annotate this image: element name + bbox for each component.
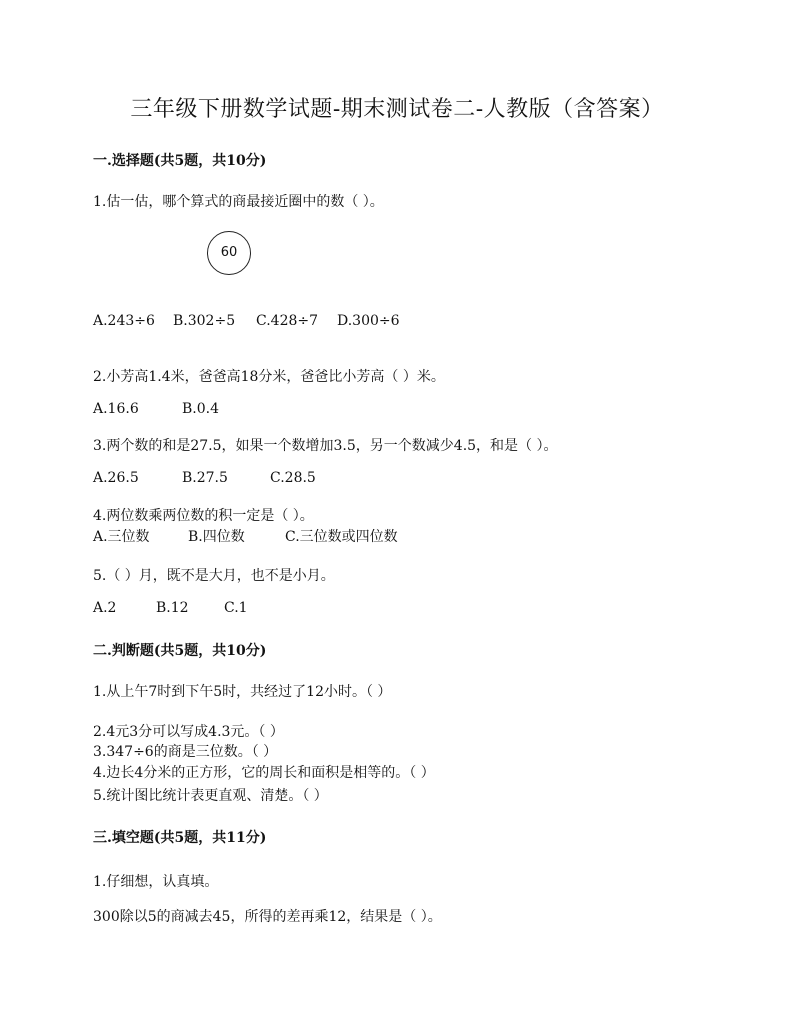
option-b: B.0.4 <box>182 401 220 417</box>
page-title: 三年级下册数学试题-期末测试卷二-人教版（含答案） <box>130 97 664 122</box>
question-3-options <box>93 470 316 486</box>
option-c: C.三位数或四位数 <box>285 529 398 545</box>
option-a: A.243÷6 <box>93 313 155 329</box>
question-3-text: 3.两个数的和是27.5，如果一个数增加3.5，另一个数减少4.5，和是（ ）。 <box>93 438 558 454</box>
option-b: B.12 <box>156 600 189 616</box>
option-a: A.2 <box>93 600 117 616</box>
option-b: B.四位数 <box>188 529 245 545</box>
question-4-text: 4.两位数乘两位数的积一定是（ ）。 <box>93 508 314 524</box>
question-1-options <box>93 313 400 329</box>
section-heading-choice: 一.选择题(共5题，共10分) <box>93 153 267 169</box>
judgement-item-5: 5.统计图比统计表更直观、清楚。（ ） <box>93 788 328 804</box>
section-heading-fill: 三.填空题(共5题，共11分) <box>93 830 267 846</box>
option-c: C.428÷7 <box>256 313 319 329</box>
option-b: B.302÷5 <box>173 313 236 329</box>
judgement-item-3: 3.347÷6的商是三位数。（ ） <box>93 744 278 760</box>
option-a: A.三位数 <box>93 529 150 545</box>
option-a: A.16.6 <box>93 401 139 417</box>
judgement-item-1: 1.从上午7时到下午5时，共经过了12小时。（ ） <box>93 684 392 700</box>
question-2-options <box>93 401 219 417</box>
fill-question-1-sub: 300除以5的商减去45，所得的差再乘12，结果是（ ）。 <box>93 909 442 925</box>
question-1-text: 1.估一估，哪个算式的商最接近圈中的数（ ）。 <box>93 194 384 210</box>
question-4-options <box>93 526 398 546</box>
question-5-options <box>93 600 248 616</box>
option-c: C.1 <box>224 600 248 616</box>
option-a: A.26.5 <box>93 470 139 486</box>
question-5-text: 5.（ ）月，既不是大月，也不是小月。 <box>93 568 335 584</box>
circled-number: 60 <box>207 231 251 275</box>
judgement-item-4: 4.边长4分米的正方形，它的周长和面积是相等的。（ ） <box>93 765 435 781</box>
judgement-item-2: 2.4元3分可以写成4.3元。（ ） <box>93 724 284 740</box>
section-heading-judgement: 二.判断题(共5题，共10分) <box>93 643 267 659</box>
option-b: B.27.5 <box>182 470 228 486</box>
option-d: D.300÷6 <box>337 313 400 329</box>
fill-question-1-text: 1.仔细想，认真填。 <box>93 874 219 890</box>
option-c: C.28.5 <box>270 470 316 486</box>
question-2-text: 2.小芳高1.4米，爸爸高18分米，爸爸比小芳高（ ）米。 <box>93 369 445 385</box>
